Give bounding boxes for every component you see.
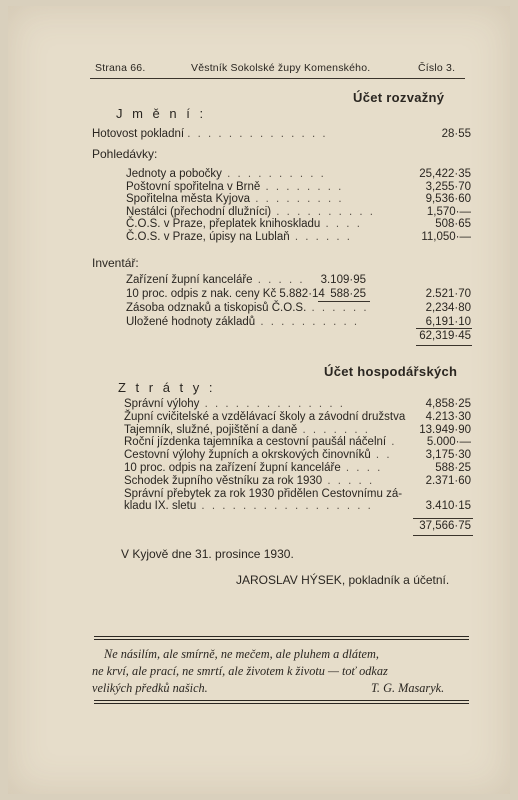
loss-item-amount: 3,175·30 [425, 449, 471, 462]
loss-item-label: 10 proc. odpis na zařízení župní kanceláře [124, 462, 341, 474]
operations-total-rule [413, 535, 473, 536]
receivable-row: Č.O.S. v Praze, přeplatek knihoskladu . . . . 508·65 [126, 218, 471, 230]
loss-item-label: Správní výlohy [124, 398, 200, 410]
loss-item-label: Župní cvičitelské a vzdělávací školy a závodní družstva [124, 410, 406, 423]
cash-amount: 28·55 [441, 128, 471, 140]
receivable-label: Jednoty a pobočky [126, 168, 222, 180]
receivable-amount: 508·65 [435, 218, 471, 230]
place-and-date: V Kyjově dne 31. prosince 1930. [121, 547, 294, 561]
loss-item-label: kladu IX. sletu [124, 500, 197, 513]
loss-item-label: Cestovní výlohy župních a okrskových činovníků [124, 449, 371, 462]
receivable-label: Poštovní spořitelna v Brně [126, 180, 261, 193]
inventory-item-row: Zařízení župní kanceláře . . . . . 3.109·95 [126, 274, 366, 286]
loss-item-row: Správní výlohy . . . . . . . . . . . . . . 4,858·25 [124, 398, 471, 410]
inventory-heading: Inventář: [92, 256, 139, 270]
quote-top-rule-1 [94, 636, 469, 637]
inventory-mid-rule [318, 301, 370, 302]
receivable-label: Č.O.S. v Praze, přeplatek knihoskladu [126, 218, 321, 230]
loss-item-label: Tajemník, služné, pojištění a daně [124, 423, 298, 436]
inventory-item-amount: 2.521·70 [425, 288, 471, 300]
inventory-item-label: Uložené hodnoty základů [126, 316, 256, 328]
loss-item-amount: 3.410·15 [425, 500, 471, 513]
loss-item-amount: 4,858·25 [425, 398, 471, 410]
assets-heading: J m ě n í : [116, 106, 207, 121]
header-rule [90, 78, 465, 79]
operations-sum-rule [413, 518, 473, 519]
loss-item-row: Cestovní výlohy župních a okrskových činovníků . . 3,175·30 [124, 449, 471, 462]
receivable-amount: 25,422·35 [419, 168, 471, 180]
journal-title: Věstník Sokolské župy Komenského. [191, 62, 371, 74]
receivable-row: Spořitelna města Kyjova . . . . . . . . . 9,536·60 [126, 193, 471, 205]
inventory-item-label: 10 proc. odpis z nak. ceny Kč 5.882·14 [126, 288, 325, 300]
loss-item-row: Tajemník, služné, pojištění a daně . . . . . . . 13.949·90 [124, 423, 471, 436]
operations-title: Účet hospodářských [324, 364, 458, 379]
receivable-row: Poštovní spořitelna v Brně . . . . . . . . 3,255·70 [126, 180, 471, 193]
inventory-item-row [126, 288, 471, 302]
receivable-amount: 11,050·— [421, 230, 471, 243]
loss-item-amount: 5.000·— [426, 436, 471, 449]
loss-item-label: Schodek župního věstníku za rok 1930 [124, 474, 323, 487]
loss-item-label: Správní přebytek za rok 1930 přidělen Cestovnímu zá- [124, 487, 403, 500]
loss-item-amount: 13.949·90 [419, 423, 471, 436]
loss-item-row: Schodek župního věstníku za rok 1930 . . . . . 2.371·60 [124, 474, 471, 487]
balance-total: 62,319·45 [419, 330, 471, 342]
inventory-item-label: Zařízení župní kanceláře [126, 274, 253, 286]
inventory-item-label: Zásoba odznaků a tiskopisů Č.O.S. [126, 302, 307, 314]
receivable-row: Nestálci (přechodní dlužníci) . . . . . . . . . . 1,570·— [126, 205, 471, 218]
loss-item-amount: 588·25 [435, 462, 471, 474]
loss-item-row: kladu IX. sletu . . . . . . . . . . . . . . . . . 3.410·15 [124, 500, 471, 513]
losses-heading: Z t r á t y : [118, 380, 216, 395]
inventory-item-row: Zásoba odznaků a tiskopisů Č.O.S. . . . . . . 2,234·80 [126, 302, 471, 314]
receivable-label: Nestálci (přechodní dlužníci) [126, 205, 272, 218]
cash-row: Hotovost pokladní . . . . . . . . . . . . . . 28·55 [92, 128, 471, 140]
inventory-item-amount: 2,234·80 [425, 302, 471, 314]
document-page [8, 6, 510, 794]
quote-line-1: Ne násilím, ale smírně, ne mečem, ale pluhem a dlátem, [104, 647, 379, 661]
quote-line-2: ne krví, ale prací, ne smrtí, ale životem k životu — toť odkaz [92, 664, 388, 678]
quote-top-rule-2 [94, 639, 469, 640]
receivable-amount: 9,536·60 [425, 193, 471, 205]
receivable-label: Č.O.S. v Praze, úpisy na Lublaň [126, 230, 290, 243]
signature: JAROSLAV HÝSEK, pokladník a účetní. [236, 573, 450, 587]
balance-sum-rule [416, 328, 472, 329]
balance-title: Účet rozvažný [353, 90, 445, 105]
receivable-amount: 3,255·70 [425, 180, 471, 193]
receivable-row: Jednoty a pobočky . . . . . . . . . . 25,422·35 [126, 168, 471, 180]
receivable-amount: 1,570·— [426, 205, 471, 218]
balance-total-row [126, 330, 471, 344]
quote-line-3: velikých předků našich. [92, 681, 208, 695]
receivable-row: Č.O.S. v Praze, úpisy na Lublaň . . . . . . 11,050·— [126, 230, 471, 243]
quote-bottom-rule-2 [94, 703, 469, 704]
receivable-label: Spořitelna města Kyjova [126, 193, 251, 205]
quote-bottom-rule-1 [94, 700, 469, 701]
operations-total-row [126, 520, 471, 534]
operations-total: 37,566·75 [419, 520, 471, 532]
inventory-item-amount: 6,191·10 [425, 316, 471, 328]
loss-item-row: Roční jízdenka tajemníka a cestovní paušál náčelní . 5.000·— [124, 436, 471, 449]
issue-number: Číslo 3. [418, 62, 456, 74]
inventory-item-row: Uložené hodnoty základů . . . . . . . . . . 6,191·10 [126, 316, 471, 328]
balance-total-rule [416, 345, 472, 346]
inventory-item-subamount: 3.109·95 [320, 274, 366, 286]
loss-item-amount: 4.213·30 [425, 410, 471, 423]
loss-item-row: 10 proc. odpis na zařízení župní kanceláře . . . . 588·25 [124, 462, 471, 474]
receivables-heading: Pohledávky: [92, 147, 158, 161]
cash-label: Hotovost pokladní [92, 128, 185, 140]
loss-item-amount: 2.371·60 [425, 474, 471, 487]
inventory-item-subamount: 588·25 [330, 288, 366, 300]
quote-author: T. G. Masaryk. [371, 681, 445, 695]
page-number: Strana 66. [95, 62, 146, 74]
loss-item-label: Roční jízdenka tajemníka a cestovní paušál náčelní [124, 436, 387, 449]
